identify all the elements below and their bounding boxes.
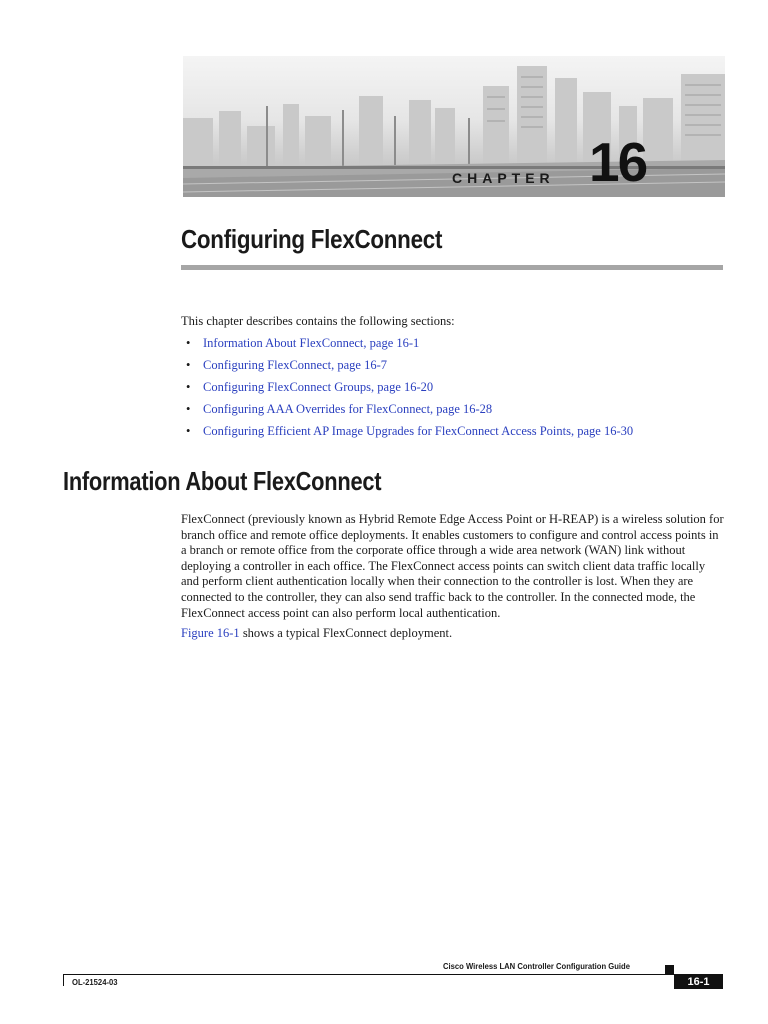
bullet-icon: • <box>186 380 191 394</box>
toc-link-aaa-overrides[interactable]: Configuring AAA Overrides for FlexConnect, page 16-28 <box>203 402 493 416</box>
footer-doc-number: OL-21524-03 <box>72 977 118 987</box>
figure-reference <box>181 626 452 641</box>
bullet-icon: • <box>186 336 191 350</box>
bullet-icon: • <box>186 424 191 438</box>
figure-link[interactable]: Figure 16-1 <box>181 626 240 640</box>
footer-guide-title: Cisco Wireless LAN Controller Configuration Guide <box>443 961 630 971</box>
intro-text: This chapter describes contains the following sections: <box>181 314 455 328</box>
list-item <box>181 334 633 356</box>
chapter-number: 16 <box>589 131 647 193</box>
chapter-label: CHAPTER <box>452 170 555 186</box>
list-item <box>181 378 633 400</box>
section-title: Information About FlexConnect <box>63 466 382 496</box>
toc-link-image-upgrades[interactable]: Configuring Efficient AP Image Upgrades for FlexConnect Access Points, page 16-30 <box>203 424 634 438</box>
section-list <box>181 334 633 444</box>
toc-link-groups[interactable]: Configuring FlexConnect Groups, page 16-20 <box>203 380 434 394</box>
footer-tick <box>63 974 64 986</box>
page-number: 16-1 <box>674 975 723 989</box>
list-item <box>181 400 633 422</box>
bullet-icon: • <box>186 358 191 372</box>
bullet-icon: • <box>186 402 191 416</box>
list-item <box>181 422 633 444</box>
footer-marker <box>665 965 674 974</box>
toc-link-configuring[interactable]: Configuring FlexConnect, page 16-7 <box>203 358 387 372</box>
toc-link-information[interactable]: Information About FlexConnect, page 16-1 <box>203 336 420 350</box>
list-item <box>181 356 633 378</box>
title-rule <box>181 265 723 270</box>
body-paragraph: FlexConnect (previously known as Hybrid Remote Edge Access Point or H-REAP) is a wireless solution for branch office and remote office deployments. It enables customers to configure and control access points in a branch or remote office from the corporate office through a wide area network (WAN) link without deploying a controller in each office. The FlexConnect access points can switch client data traffic locally and perform client authentication locally when their connection to the controller is lost. When they are connected to the controller, they can also send traffic back to the controller. In the connected mode, the FlexConnect access point can also perform local authentication. <box>181 512 724 620</box>
footer-rule <box>63 974 723 975</box>
chapter-title: Configuring FlexConnect <box>181 224 443 254</box>
figure-reference-text: shows a typical FlexConnect deployment. <box>239 626 453 640</box>
